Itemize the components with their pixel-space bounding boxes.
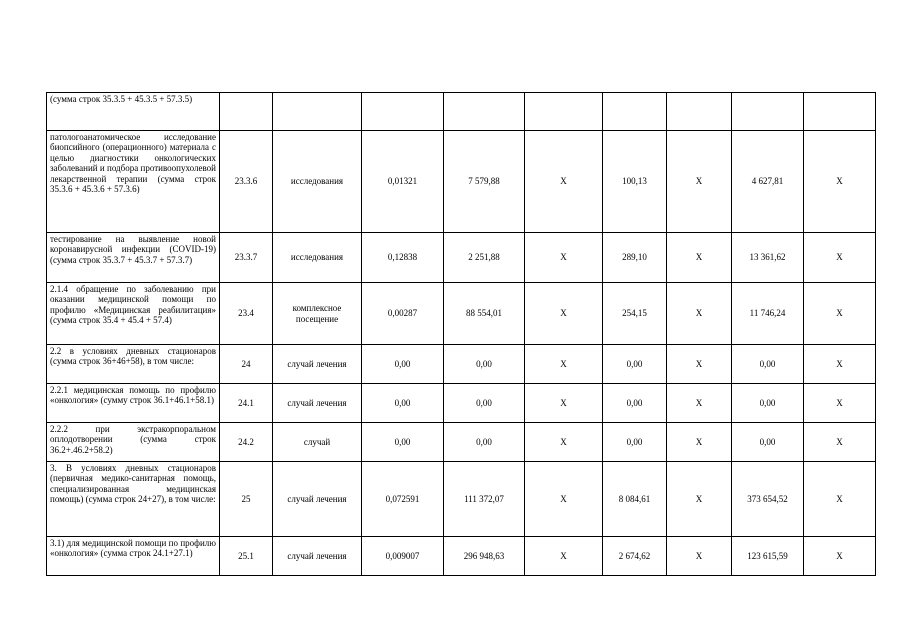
row-code: 25 <box>220 462 273 537</box>
row-col7: 2 674,62 <box>603 537 667 576</box>
row-col10: Х <box>804 131 876 233</box>
row-col9: 373 654,52 <box>732 462 804 537</box>
row-col10: Х <box>804 537 876 576</box>
row-code: 23.3.6 <box>220 131 273 233</box>
row-code: 24.2 <box>220 423 273 462</box>
row-col9: 4 627,81 <box>732 131 804 233</box>
row-col6: Х <box>525 423 603 462</box>
row-cost: 2 251,88 <box>444 233 525 283</box>
table-row <box>47 462 876 537</box>
row-unit: исследования <box>273 233 362 283</box>
row-description: 2.2 в условиях дневных стационаров (сумма строк 36+46+58), в том числе: <box>47 345 220 384</box>
row-col6: Х <box>525 283 603 345</box>
row-col8: Х <box>667 131 732 233</box>
row-col8: Х <box>667 423 732 462</box>
row-col6: Х <box>525 462 603 537</box>
row-unit: исследования <box>273 131 362 233</box>
table-row <box>47 283 876 345</box>
row-norm: 0,00 <box>362 345 444 384</box>
row-norm: 0,009007 <box>362 537 444 576</box>
row-cost: 88 554,01 <box>444 283 525 345</box>
table-row <box>47 423 876 462</box>
row-description: патологоанатомическое исследование биопсийного (операционного) материала с целью диагностики онкологических заболеваний и подбора противоопухолевой лекарственной терапии (сумма строк 35.3.6 + 45.3.6 + 57.3.6) <box>47 131 220 233</box>
row-col8 <box>667 93 732 131</box>
row-code: 23.3.7 <box>220 233 273 283</box>
row-col6 <box>525 93 603 131</box>
table-row <box>47 384 876 423</box>
row-norm <box>362 93 444 131</box>
row-col10: Х <box>804 345 876 384</box>
row-col7: 0,00 <box>603 423 667 462</box>
row-col9 <box>732 93 804 131</box>
row-col6: Х <box>525 345 603 384</box>
data-table <box>46 92 876 576</box>
row-description: (сумма строк 35.3.5 + 45.3.5 + 57.3.5) <box>47 93 220 131</box>
row-col10: Х <box>804 283 876 345</box>
row-col8: Х <box>667 384 732 423</box>
row-description: 2.1.4 обращение по заболеванию при оказании медицинской помощи по профилю «Медицинская реабилитация» (сумма строк 35.4 + 45.4 + 57.4) <box>47 283 220 345</box>
row-col10: Х <box>804 462 876 537</box>
row-description: 2.2.2 при экстракорпоральном оплодотворении (сумма строк 36.2+.46.2+58.2) <box>47 423 220 462</box>
row-col9: 123 615,59 <box>732 537 804 576</box>
row-unit: случай <box>273 423 362 462</box>
row-col7: 254,15 <box>603 283 667 345</box>
row-code: 24.1 <box>220 384 273 423</box>
row-col10 <box>804 93 876 131</box>
row-col6: Х <box>525 537 603 576</box>
row-col7: 100,13 <box>603 131 667 233</box>
row-col9: 11 746,24 <box>732 283 804 345</box>
row-col8: Х <box>667 462 732 537</box>
row-description: 2.2.1 медицинская помощь по профилю «онкология» (сумму строк 36.1+46.1+58.1) <box>47 384 220 423</box>
row-col7: 8 084,61 <box>603 462 667 537</box>
table-row <box>47 93 876 131</box>
row-col9: 0,00 <box>732 345 804 384</box>
row-col9: 13 361,62 <box>732 233 804 283</box>
row-col7: 0,00 <box>603 384 667 423</box>
row-col8: Х <box>667 345 732 384</box>
table-row <box>47 233 876 283</box>
row-norm: 0,12838 <box>362 233 444 283</box>
row-cost: 0,00 <box>444 384 525 423</box>
row-cost: 296 948,63 <box>444 537 525 576</box>
table-row <box>47 345 876 384</box>
row-description: 3. В условиях дневных стационаров (первичная медико-санитарная помощь, специализированная медицинская помощь) (сумма строк 24+27), в том числе: <box>47 462 220 537</box>
row-col7: 0,00 <box>603 345 667 384</box>
row-norm: 0,072591 <box>362 462 444 537</box>
row-col9: 0,00 <box>732 423 804 462</box>
row-norm: 0,00287 <box>362 283 444 345</box>
row-col8: Х <box>667 283 732 345</box>
row-col10: Х <box>804 423 876 462</box>
row-code: 25.1 <box>220 537 273 576</box>
row-norm: 0,01321 <box>362 131 444 233</box>
row-unit <box>273 93 362 131</box>
table-row <box>47 537 876 576</box>
row-unit: случай лечения <box>273 384 362 423</box>
row-col6: Х <box>525 384 603 423</box>
row-col8: Х <box>667 233 732 283</box>
row-description: тестирование на выявление новой коронавирусной инфекции (COVID-19) (сумма строк 35.3.7 + 45.3.7 + 57.3.7) <box>47 233 220 283</box>
row-code: 23.4 <box>220 283 273 345</box>
row-col6: Х <box>525 233 603 283</box>
row-col9: 0,00 <box>732 384 804 423</box>
row-unit: комплексное посещение <box>273 283 362 345</box>
row-unit: случай лечения <box>273 462 362 537</box>
row-col7 <box>603 93 667 131</box>
row-unit: случай лечения <box>273 537 362 576</box>
row-code: 24 <box>220 345 273 384</box>
row-col10: Х <box>804 233 876 283</box>
row-col7: 289,10 <box>603 233 667 283</box>
row-unit: случай лечения <box>273 345 362 384</box>
row-cost: 0,00 <box>444 345 525 384</box>
row-norm: 0,00 <box>362 384 444 423</box>
row-norm: 0,00 <box>362 423 444 462</box>
row-description: 3.1) для медицинской помощи по профилю «онкология» (сумма строк 24.1+27.1) <box>47 537 220 576</box>
row-col10: Х <box>804 384 876 423</box>
row-cost: 111 372,07 <box>444 462 525 537</box>
row-cost: 0,00 <box>444 423 525 462</box>
row-code <box>220 93 273 131</box>
row-cost <box>444 93 525 131</box>
row-col6: Х <box>525 131 603 233</box>
row-col8: Х <box>667 537 732 576</box>
row-cost: 7 579,88 <box>444 131 525 233</box>
table-row <box>47 131 876 233</box>
